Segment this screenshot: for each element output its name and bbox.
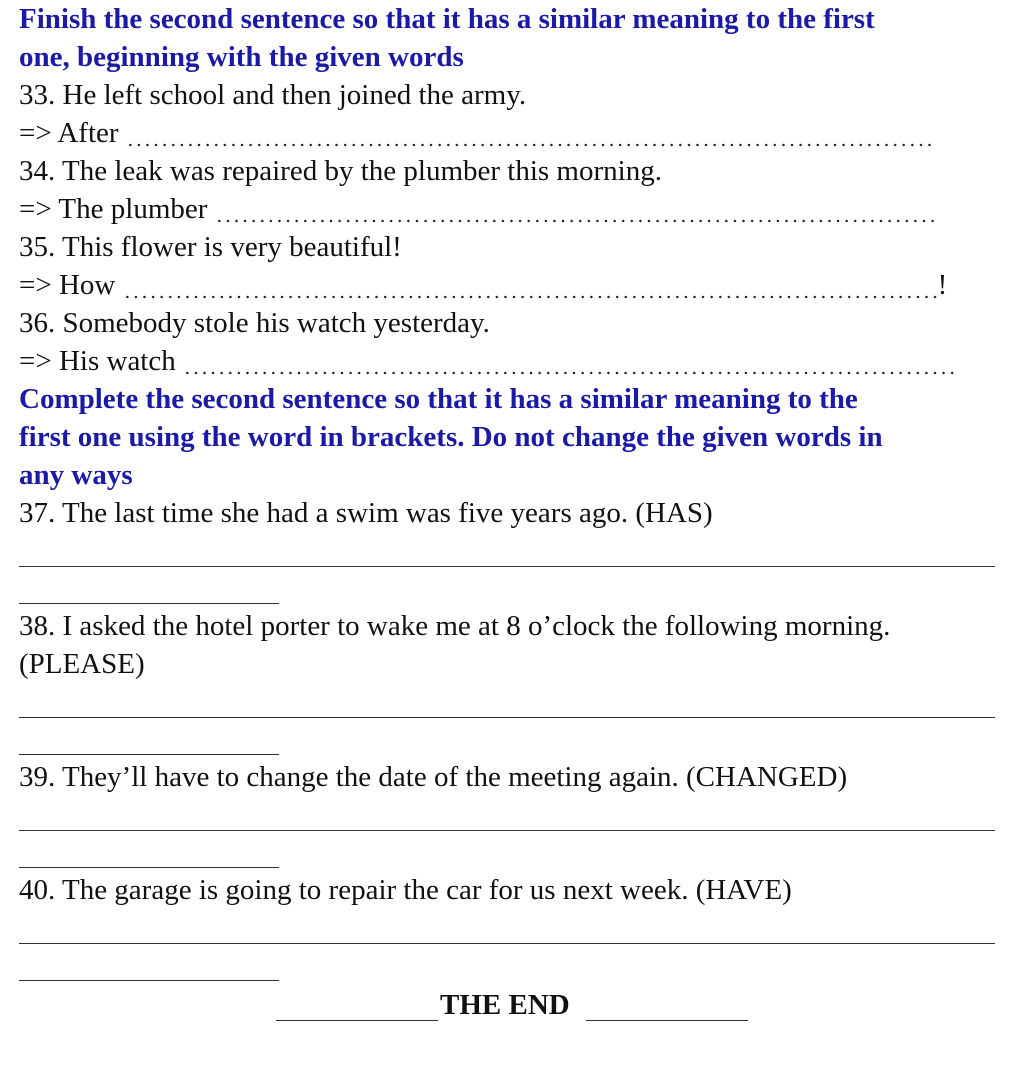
answer-line-short[interactable] [19,867,279,868]
question-39: 39. They’ll have to change the date of the meeting again. (CHANGED) [19,761,848,793]
question-number: 35. [19,231,56,263]
question-37: 37. The last time she had a swim was five years ago. (HAS) [19,497,713,529]
question-35 [19,228,402,266]
answer-row-34 [19,190,935,228]
answer-prompt: => After [19,117,119,149]
answer-blank[interactable] [215,190,935,228]
answer-line-short[interactable] [19,754,279,755]
answer-blank[interactable] [126,114,936,152]
answer-end-mark: ! [937,269,948,301]
end-rule-right [586,1020,748,1021]
answer-row-36 [19,342,958,380]
answer-prompt: => His watch [19,345,176,377]
question-33 [19,76,526,114]
answer-line-short[interactable] [19,603,279,604]
section2-instruction-line1: Complete the second sentence so that it has a similar meaning to the [19,383,858,415]
section1-instruction-line1: Finish the second sentence so that it has a similar meaning to the first [19,3,875,35]
answer-row-33 [19,114,936,152]
answer-line[interactable] [19,943,995,944]
question-number: 34. [19,155,56,187]
question-sentence: The leak was repaired by the plumber this morning. [61,155,662,187]
answer-line-short[interactable] [19,980,279,981]
question-sentence: Somebody stole his watch yesterday. [62,307,490,339]
answer-line[interactable] [19,566,995,567]
question-sentence: This flower is very beautiful! [61,231,402,263]
question-number: 33. [19,79,56,111]
answer-row-35 [19,266,947,304]
question-34 [19,152,662,190]
section1-instruction-line2: one, beginning with the given words [19,41,464,73]
question-38: 38. I asked the hotel porter to wake me at 8 o’clock the following morning. [19,610,891,642]
the-end-text: THE END [440,989,570,1021]
answer-line[interactable] [19,717,995,718]
answer-blank[interactable] [183,342,958,380]
question-number: 36. [19,307,56,339]
answer-prompt: => The plumber [19,193,208,225]
section2-instruction-line2: first one using the word in brackets. Do not change the given words in [19,421,883,453]
answer-blank[interactable] [123,266,938,304]
question-sentence: He left school and then joined the army. [62,79,527,111]
the-end-footer [0,986,1024,1026]
section2-instruction-line3: any ways [19,459,133,491]
question-36 [19,304,490,342]
end-rule-left [276,1020,438,1021]
answer-prompt: => How [19,269,116,301]
question-38-keyword: (PLEASE) [19,648,145,680]
question-40: 40. The garage is going to repair the car for us next week. (HAVE) [19,874,792,906]
answer-line[interactable] [19,830,995,831]
